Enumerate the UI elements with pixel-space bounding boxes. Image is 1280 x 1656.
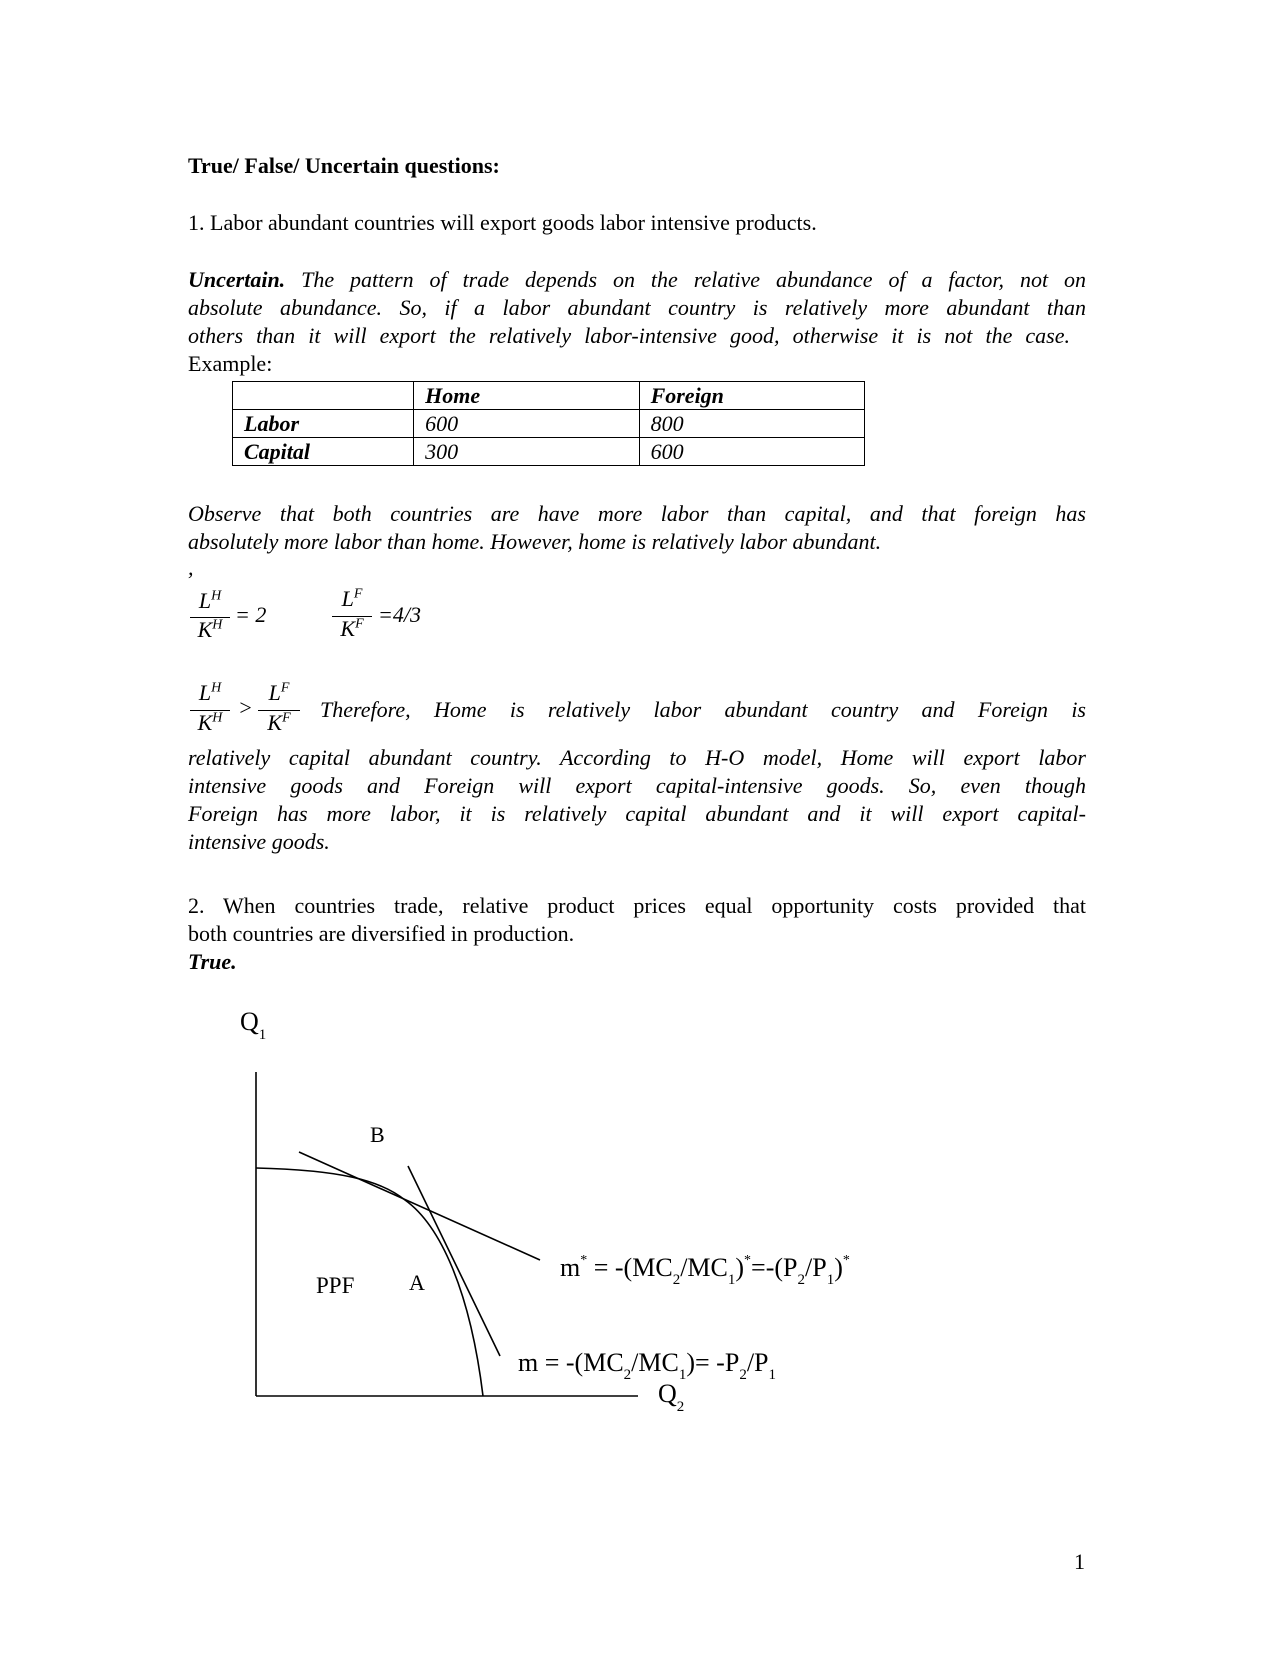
answer-1-line-2: absolute abundance. So, if a labor abundant country is relatively more abundant than xyxy=(188,295,1086,320)
conclusion-first-line: Therefore, Home is relatively labor abundant country and Foreign is xyxy=(320,697,1086,722)
conclusion-line: Foreign has more labor, it is relatively capital abundant and it will export capital- xyxy=(188,801,1086,826)
answer-2-verdict: True. xyxy=(188,949,237,974)
observe-line-2: absolutely more labor than home. However, home is relatively labor abundant. xyxy=(188,529,882,554)
compare-operator: > xyxy=(238,695,253,720)
table-header-cell: Home xyxy=(414,382,639,410)
conclusion-line: intensive goods and Foreign will export capital-intensive goods. So, even though xyxy=(188,773,1086,798)
conclusion-last-line: intensive goods. xyxy=(188,829,330,854)
example-label: Example: xyxy=(188,351,273,376)
ratio-home-numerator: $L^H$ xyxy=(198,588,222,613)
compare-foreign-fraction: $L^F$ $K^F$ xyxy=(258,680,300,740)
question-1: 1. Labor abundant countries will export goods labor intensive products. xyxy=(188,210,817,235)
compare-home-fraction: $L^H$ $K^H$ xyxy=(190,680,230,740)
table-cell: 300 xyxy=(414,438,639,466)
answer-1-verdict: Uncertain. xyxy=(188,267,286,292)
table-cell: 600 xyxy=(414,410,639,438)
home-price-equation: $m = -(MC_2/MC_1)= -P_2/P_1$ xyxy=(518,1348,776,1383)
point-a-label: A xyxy=(409,1270,425,1295)
ratio-home-value: = 2 xyxy=(235,602,267,627)
foreign-price-line xyxy=(299,1152,540,1260)
section-heading: True/ False/ Uncertain questions: xyxy=(188,153,500,178)
ppf-label: PPF xyxy=(316,1273,355,1298)
table-cell: 800 xyxy=(639,410,864,438)
ratio-foreign-denominator: $K^F$ xyxy=(340,616,364,641)
point-b-label: B xyxy=(370,1122,385,1147)
observe-line-1: Observe that both countries are have more labor than capital, and that foreign has xyxy=(188,501,1086,526)
home-price-line xyxy=(408,1166,500,1356)
ratio-foreign-value: =4/3 xyxy=(378,602,421,627)
ratio-home-denominator: $K^H$ xyxy=(197,617,223,642)
x-axis-label: $Q_2$ xyxy=(658,1379,685,1415)
table-cell: Capital xyxy=(233,438,414,466)
y-axis-label: $Q_1$ xyxy=(240,1007,267,1043)
ppf-curve xyxy=(256,1168,483,1396)
question-2-line-1: 2. When countries trade, relative product prices equal opportunity costs provided that xyxy=(188,893,1086,918)
stray-comma: , xyxy=(188,555,194,580)
answer-1-text: The pattern of trade depends on the relative abundance of a factor, not on xyxy=(301,267,1087,292)
answer-1-line-3: others than it will export the relatively labor-intensive good, otherwise it is not the case. xyxy=(188,323,1070,348)
conclusion-line: relatively capital abundant country. According to H-O model, Home will export labor xyxy=(188,745,1086,770)
foreign-price-equation: $m^* = -(MC_2/MC_1)^*=-(P_2/P_1)^*$ xyxy=(560,1253,850,1288)
page-number: 1 xyxy=(1074,1549,1085,1574)
question-2-line-2: both countries are diversified in production. xyxy=(188,921,575,946)
table-cell: 600 xyxy=(639,438,864,466)
table-cell: Labor xyxy=(233,410,414,438)
table-header-cell: Foreign xyxy=(639,382,864,410)
ratio-foreign-numerator: $L^F$ xyxy=(341,586,363,611)
